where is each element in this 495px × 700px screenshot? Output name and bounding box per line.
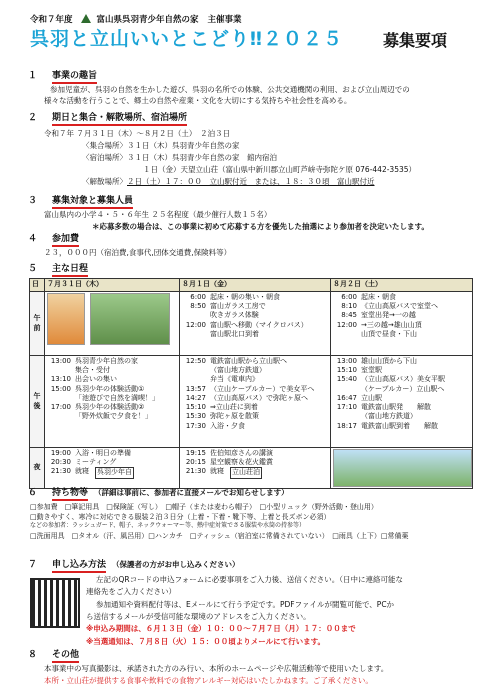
cell-am-day1: [45, 292, 180, 356]
s7-line2: 連絡先をご入力ください）: [86, 587, 176, 596]
schedule-time: 19:00: [50, 449, 71, 457]
schedule-activity: 起床・朝食: [361, 293, 396, 301]
s2-row-label: 〈集合場所〉: [82, 141, 127, 150]
section-1-number: １: [28, 71, 38, 81]
section-1-heading: [28, 71, 97, 83]
schedule-activity: 電鉄富山駅から立山駅へ: [210, 357, 287, 365]
schedule-activity: 呉羽青少年自然の家: [75, 357, 138, 365]
schedule-entry: [47, 449, 177, 458]
section-2-title: 期日と集合・解散場所、宿泊場所: [52, 113, 187, 126]
page-title: 呉羽と立山いいとこどり‼２０２５: [30, 28, 343, 50]
schedule-time: 20:30: [50, 458, 71, 467]
schedule-activity: 「池遊びで自然を満喫！」: [75, 393, 159, 402]
belongings-line-2: □動きやすく、寒冷に対応できる服装２泊３日分（上着・下着・靴下等、上着と長ズボン必須）: [30, 513, 331, 522]
schedule-activity: 吹きガラス体験: [210, 311, 259, 320]
schedule-activity: （立山高原バス）で弥陀ヶ原へ: [210, 393, 308, 402]
section-8-title: その他: [52, 650, 79, 663]
schedule-entry: [182, 330, 328, 339]
schedule-entry: [182, 293, 328, 302]
schedule-activity: （ケーブルカー）立山駅へ: [361, 384, 445, 393]
schedule-time: 17:00: [50, 403, 71, 412]
section-5-heading: [28, 264, 88, 276]
schedule-entry: [47, 385, 177, 394]
schedule-activity: 富山駅へ移動（マイクロバス）: [210, 320, 308, 329]
cell-am-day3: [331, 292, 473, 356]
lodging-tag: 呉羽少年自: [95, 467, 134, 478]
schedule-day-1: ７月３１日（木）: [45, 279, 180, 292]
schedule-time: 12:00: [336, 320, 357, 329]
schedule-activity: 電鉄富山駅発 解散: [361, 403, 431, 412]
schedule-activity: 山頂で昼食・下山: [361, 329, 417, 338]
schedule-time: 6:00: [341, 293, 357, 301]
schedule-activity: 呉羽少年の体験活動①: [75, 384, 145, 393]
section-6-number: ６: [28, 488, 38, 498]
section-1-title: 事業の趣旨: [52, 71, 97, 84]
schedule-entry: [182, 422, 328, 431]
schedule-activity: 室堂出発→一の越: [361, 311, 416, 320]
s7-line3: 参加通知や資料配付等は、Eメールにて行う予定です。PDFファイルが閲覧可能で、PCか: [96, 600, 395, 609]
section-8-heading: [28, 650, 79, 662]
s2-row-text: ３１日（木）呉羽青少年自然の家 館内宿泊: [127, 153, 277, 162]
lodging-tag: 立山荘泊: [230, 467, 262, 478]
schedule-entry: [182, 385, 328, 394]
pond-photo: [90, 293, 170, 345]
section-5-title: 主な日程: [52, 264, 88, 277]
row-label-am: 午前: [30, 292, 45, 356]
schedule-time: [182, 366, 206, 375]
schedule-time: 12:00: [185, 320, 206, 329]
schedule-activity: 《立山高原バスで室堂へ: [361, 302, 438, 311]
s2-row-text: ３１日（木）呉羽青少年自然の家: [127, 141, 240, 150]
section-7-number: ７: [28, 560, 38, 570]
schedule-time: 15:00: [50, 384, 71, 393]
s1-line2: 様々な活動を行うことで、郷土の自然や産業・文化を大切にする気持ちや社会性を高める。: [44, 96, 352, 105]
section-5-number: ５: [28, 264, 38, 274]
schedule-activity: 就寝: [210, 467, 224, 476]
s8-line1: 本事業中の写真撮影は、承諾された方のみ行い、本所のホームページや広報活動等で使用いたします。: [44, 664, 389, 673]
schedule-activity: （立山高原バス）美女平駅: [361, 375, 445, 384]
schedule-time: 15:30: [185, 412, 206, 421]
schedule-entry: [333, 357, 470, 366]
schedule-activity: 就寝: [75, 467, 89, 476]
s2-row-text: ２日（土）１７：００ 立山駅付近 または、１８：３０頃 富山駅付近: [127, 177, 375, 186]
header-kind: 主催事業: [207, 15, 242, 25]
schedule-activity: 弁当《電車内》: [210, 375, 259, 384]
section-6-heading: [28, 488, 289, 500]
schedule-entry: [47, 357, 177, 366]
page-subtitle: 募集要項: [383, 31, 448, 50]
schedule-entry: [182, 412, 328, 421]
belongings-list: [30, 502, 408, 541]
section-4-heading: [28, 234, 79, 246]
s3-line2: ＊応募多数の場合は、この事業に初めて応募する方を優先した抽選により参加者を決定いたします。: [92, 222, 429, 231]
header-era: 令和７年度: [30, 15, 73, 25]
schedule-time: 16:47: [336, 393, 357, 402]
schedule-time: [182, 330, 206, 339]
schedule-time: 13:57: [185, 384, 206, 393]
schedule-time: 15:40: [336, 375, 357, 384]
schedule-activity: →三の越→雄山山頂: [361, 320, 422, 329]
schedule-time: [333, 385, 357, 394]
schedule-activity: 弥陀ヶ原を散策: [210, 412, 259, 421]
schedule-activity: 起床・朝の集い・朝食: [210, 293, 280, 301]
s7-line1: 左記のQRコードの申込フォームに必要事項をご入力後、送信ください。（日中に連絡可能な: [96, 575, 403, 584]
schedule-activity: 「野外炊飯で夕食を！」: [75, 412, 152, 421]
s2-row-label: 〈宿泊場所〉: [82, 153, 127, 162]
schedule-time: 21:30: [50, 467, 71, 476]
schedule-entry: [47, 412, 177, 421]
cell-pm-day1: [45, 356, 180, 448]
section-7-title: 申し込み方法: [52, 560, 106, 573]
schedule-entry: [333, 412, 470, 421]
belongings-line-1: □参加費 □筆記用具 □保険証（写し） □帽子（または麦わら帽子） □小型リュック（野外活動・登山用）: [30, 503, 378, 511]
section-6-title: 持ち物等: [52, 488, 88, 501]
s2-row-3: [82, 177, 375, 187]
s2-period: 令和７年 ７月３１日（木）～８月２日（土） ２泊３日: [44, 129, 231, 138]
schedule-time: [182, 375, 206, 384]
schedule-entry: [182, 321, 328, 330]
s3-line1: 富山県内の小学４・５・６年生 ２５名程度（最少催行人数１５名）: [44, 210, 272, 219]
schedule-activity: 立山駅: [361, 393, 382, 402]
s7-deadline: ※申込み期間は、６月１３日（金）１０：００～７月７日（月）１７：００まで: [86, 624, 356, 633]
schedule-activity: 星空観察＆花火鑑賞: [210, 458, 273, 467]
schedule-entry: [333, 321, 470, 330]
schedule-entry: [333, 330, 470, 339]
section-6-note: （詳細は事前に、参加者に直接メールでお知らせします）: [94, 488, 289, 497]
schedule-time: 15:10: [336, 366, 357, 375]
schedule-time: 8:45: [341, 311, 357, 320]
cell-night-day1: [45, 448, 180, 489]
schedule-time: 12:50: [185, 357, 206, 365]
schedule-time: 6:00: [190, 293, 206, 301]
schedule-table: [29, 278, 473, 489]
section-7-heading: [28, 560, 240, 572]
section-3-number: ３: [28, 196, 38, 206]
schedule-activity: ⇒立山荘に到着: [210, 403, 258, 412]
s1-line1: 参加児童が、呉羽の自然を生かした遊び、呉羽の名所での体験、公共交通機関の利用、および立山周辺での: [50, 85, 410, 94]
section-7-note: （保護者の方がお申し込みください）: [112, 560, 240, 569]
section-8-number: ８: [28, 650, 38, 660]
schedule-entry: [333, 394, 470, 403]
schedule-entry: [47, 394, 177, 403]
s2-row-0: [82, 141, 240, 151]
schedule-activity: 佐伯知彦さんの講演: [210, 449, 273, 457]
schedule-activity: 集合・受付: [75, 366, 110, 375]
section-2-number: ２: [28, 113, 38, 123]
schedule-entry: [182, 375, 328, 384]
schedule-time: [47, 394, 71, 403]
s8-line2: 本所・立山荘が提供する食事や飲料での食物アレルギー対応はいたしかねます。ご了承ください。: [44, 676, 373, 685]
schedule-activity: 入浴・夕食: [210, 421, 245, 430]
schedule-time: 17:10: [336, 403, 357, 412]
schedule-entry: [182, 357, 328, 366]
schedule-time: 13:10: [50, 375, 71, 384]
row-label-pm: 午後: [30, 356, 45, 448]
qr-code-icon[interactable]: [30, 578, 80, 628]
schedule-entry: [182, 311, 328, 320]
cell-am-day2: [180, 292, 331, 356]
schedule-activity: ミーティング: [75, 458, 117, 467]
schedule-time: 13:00: [336, 357, 357, 365]
schedule-time: [182, 311, 206, 320]
belongings-line-3: などの参加者：ラッシュガード、帽子、ネックウォーマー等、熱中症対策でさる服装や水筒の持参等）: [30, 522, 305, 530]
belongings-line-4: □洗面用具 □タオル（汗、風呂用）□ハンカチ □ティッシュ（宿泊室に常備されていない） □雨具（上下）□常備薬: [30, 531, 409, 540]
schedule-time: [47, 366, 71, 375]
schedule-entry: [182, 449, 328, 458]
cell-pm-day2: [180, 356, 331, 448]
section-2-heading: [28, 113, 187, 125]
schedule-activity: （富山地方鉄道）: [210, 366, 266, 375]
section-4-title: 参加費: [52, 234, 79, 247]
schedule-time: [47, 412, 71, 421]
schedule-entry: [47, 467, 177, 478]
schedule-entry: [333, 422, 470, 431]
cell-night-day2: [180, 448, 331, 489]
schedule-entry: [333, 293, 470, 302]
schedule-time: [333, 330, 357, 339]
schedule-row-pm: [30, 356, 473, 448]
schedule-entry: [333, 375, 470, 384]
schedule-activity: （立山ケーブルカー）で美女平へ: [210, 384, 315, 393]
s2-row-1: [82, 153, 277, 163]
schedule-entry: [182, 394, 328, 403]
schedule-time: 20:15: [185, 458, 206, 467]
header: [30, 14, 241, 26]
schedule-activity: 富山ガラス工房で: [210, 302, 266, 311]
schedule-day-3: ８月２日（土）: [331, 279, 473, 292]
section-3-title: 募集対象と募集人員: [52, 196, 133, 209]
section-3-heading: [28, 196, 133, 208]
schedule-time: 8:10: [341, 302, 357, 311]
schedule-time: [333, 412, 357, 421]
schedule-time: 13:00: [50, 357, 71, 365]
schedule-activity: 入浴・明日の準備: [75, 449, 131, 457]
schedule-activity: （富山地方鉄道）: [361, 412, 417, 421]
cell-pm-day3: [331, 356, 473, 448]
schedule-day-2: ８月１日（金）: [180, 279, 331, 292]
schedule-time: 21:30: [185, 467, 206, 476]
schedule-time: 15:10: [185, 403, 206, 412]
schedule-entry: [182, 458, 328, 467]
schedule-time: 8:50: [190, 302, 206, 311]
schedule-entry: [333, 385, 470, 394]
schedule-time: 18:17: [336, 421, 357, 430]
s7-notice: ※当選通知は、７月８日（火）１５：００頃よりメールにて行います。: [86, 637, 326, 646]
schedule-time: 19:15: [185, 449, 206, 457]
schedule-activity: 呉羽少年の体験活動②: [75, 403, 145, 412]
s4-line1: ２３，０００円（宿泊費,食事代,団体交通費,保険料等）: [44, 248, 232, 257]
schedule-activity: 電鉄富山駅到着 解散: [361, 421, 438, 430]
header-org: 富山県呉羽青少年自然の家: [96, 15, 199, 25]
schedule-entry: [182, 467, 328, 478]
schedule-time: 14:27: [185, 393, 206, 402]
s7-line4: ら送信するメールが受信可能な環境のアドレスをご入力ください。: [86, 612, 311, 621]
schedule-activity: 富山駅北口到着: [210, 329, 259, 338]
schedule-activity: 室堂駅: [361, 366, 382, 375]
s2-row-label: 〈解散場所〉: [82, 177, 127, 186]
schedule-entry: [333, 311, 470, 320]
row-label-night: 夜: [30, 448, 45, 489]
schedule-header-row: [30, 279, 473, 292]
schedule-row-am: [30, 292, 473, 356]
schedule-activity: 出会いの集い: [75, 375, 117, 384]
schedule-corner: 日: [30, 279, 45, 292]
mascot-image: [47, 293, 85, 345]
schedule-row-night: [30, 448, 473, 489]
cell-night-day3: [331, 448, 473, 489]
schedule-entry: [47, 458, 177, 467]
section-4-number: ４: [28, 234, 38, 244]
trail-photo: [333, 449, 472, 487]
schedule-activity: 雄山山頂から下山: [361, 357, 417, 365]
org-logo-icon: [81, 14, 91, 23]
schedule-time: 17:30: [185, 421, 206, 430]
schedule-entry: [47, 375, 177, 384]
s2-row-2: １日（金）天望立山荘（富山県中新川郡立山町芦峅寺弥陀ケ原 076-442-3535）: [143, 165, 417, 174]
